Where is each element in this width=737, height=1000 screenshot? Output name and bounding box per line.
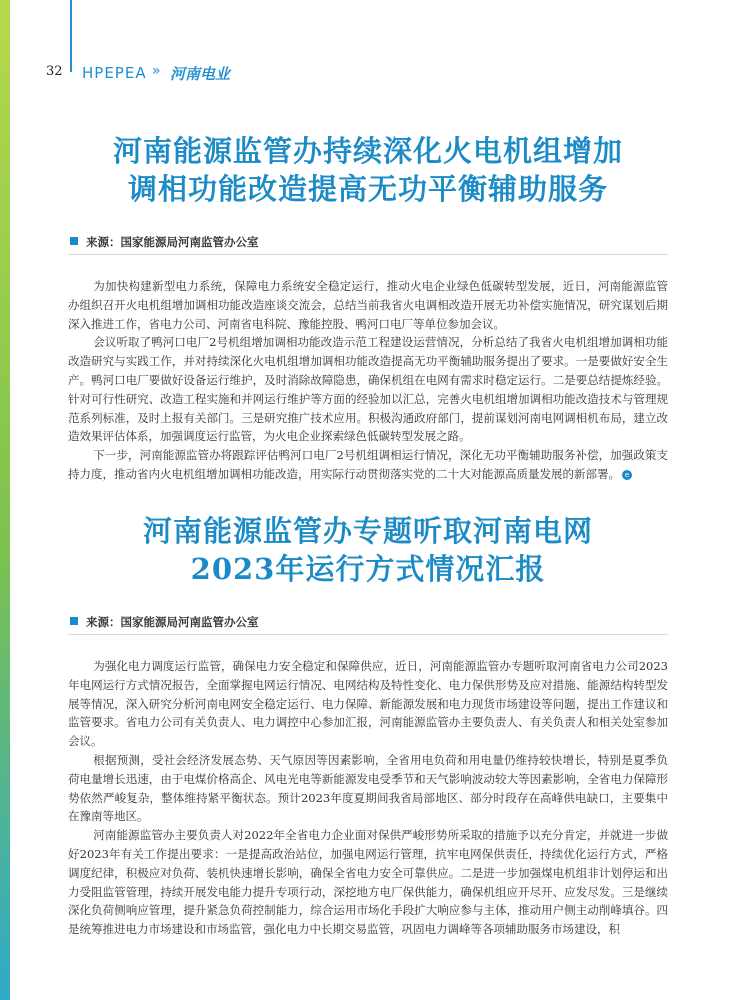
- article-2-body: [68, 657, 668, 939]
- article-2-source-bar: [68, 614, 668, 635]
- article-2-title-line2: 2023年运行方式情况汇报: [190, 552, 546, 586]
- page-edge-band: [0, 0, 10, 1000]
- article-2-title: [68, 512, 668, 588]
- article-1-title-line1: 河南能源监管办持续深化火电机组增加: [112, 134, 623, 168]
- article-2-paragraph: 根据预测，受社会经济发展态势、天气原因等因素影响，全省用电负荷和用电量仍维持较快增长，特别是夏季负荷电量增长迅速，由于电煤价格高企、风电光电等新能源发电受季节和天气影响波动较大等因素影响，全省电力保障形势依然严峻复杂，整体维持紧平衡状态。预计2023年度夏期间我省局部地区、部分时段存在高峰供电缺口，主要集中在豫南等地区。: [68, 752, 668, 824]
- header-magazine-name: 河南电业: [170, 65, 231, 83]
- article-1-paragraph-last: [68, 446, 668, 484]
- article-2-paragraph: 河南能源监管办主要负责人对2022年全省电力企业面对保供严峻形势所采取的措施予以充分肯定，并就进一步做好2023年有关工作提出要求：一是提高政治站位，加强电网运行管理，抗牢电网保供责任，持续优化运行方式，严格调度纪律，积极应对负荷、装机快速增长影响，确保全省电力安全可靠供应。二是进一步加强煤电机组非计划停运和出力受阻监管管理，持续开展发电能力提升专项行动，深挖地方电厂保供能力，确保机组应开尽开、应发尽发。三是继续深化负荷侧响应管理，提升紧急负荷控制能力，综合运用市场化手段扩大响应参与主体，推动用户侧主动削峰填谷。四是统筹推进电力市场建设和市场监管，强化电力中长期交易监管，巩固电力调峰等各项辅助服务市场建设，积: [68, 828, 668, 937]
- article-1: [68, 132, 668, 484]
- article-2-source: 来源：国家能源局河南监管办公室: [86, 615, 259, 629]
- article-1-title: [68, 132, 668, 208]
- header-brand-logo: HPEPEA: [82, 64, 147, 82]
- source-square-icon: [70, 237, 78, 245]
- header-rule: [70, 0, 72, 72]
- article-1-body: [68, 277, 668, 484]
- header-chevron-icon: »: [152, 63, 161, 79]
- source-square-icon: [70, 617, 78, 625]
- article-1-paragraph: 会议听取了鸭河口电厂2号机组增加调相功能改造示范工程建设运营情况，分析总结了我省火电机组增加调相功能改造研究与实践工作，并对持续深化火电机组增加调相功能改造提高无功平衡辅助服务提出了要求。一是要做好安全生产。鸭河口电厂要做好设备运行维护，及时消除故障隐患，确保机组在电网有需求时稳定运行。二是要总结提炼经验。针对可行性研究、改造工程实施和并网运行维护等方面的经验加以汇总，完善火电机组增加调相功能改造技术与管理规范系列标准，及时上报有关部门。三是研究推广技术应用。积极沟通政府部门，提前谋划河南电网调相机布局，建立改造效果评估体系，加强调度运行监管，为火电企业探索绿色低碳转型发展之路。: [68, 335, 668, 444]
- article-1-paragraph-text: 下一步，河南能源监管办将跟踪评估鸭河口电厂2号机组调相运行情况，深化无功平衡辅助服务补偿，加强政策支持力度，推动省内火电机组增加调相功能改造，用实际行动贯彻落实党的二十大对能源高质量发展的新部署。: [68, 448, 668, 481]
- end-mark-icon: e: [622, 470, 632, 480]
- page-number: 32: [46, 64, 63, 79]
- article-1-title-line2: 调相功能改造提高无功平衡辅助服务: [127, 172, 608, 206]
- article-1-source: 来源：国家能源局河南监管办公室: [86, 235, 259, 249]
- article-2-title-line1: 河南能源监管办专题听取河南电网: [142, 514, 593, 548]
- article-2: [68, 512, 668, 939]
- article-1-source-bar: [68, 234, 668, 255]
- article-2-paragraph: 为强化电力调度运行监管，确保电力安全稳定和保障供应，近日，河南能源监管办专题听取河南省电力公司2023年电网运行方式情况报告，全面掌握电网运行情况、电网结构及特性变化、电力保供形势及应对措施、能源结构转型发展等情况，深入研究分析河南电网安全稳定运行、电力保障、新能源发展和电力现货市场建设等问题，提出工作建议和监管要求。省电力公司有关负责人、电力调控中心参加汇报，河南能源监管办主要负责人、有关负责人和相关处室参加会议。: [68, 659, 668, 749]
- article-1-paragraph: 为加快构建新型电力系统，保障电力系统安全稳定运行，推动火电企业绿色低碳转型发展，近日，河南能源监管办组织召开火电机组增加调相功能改造座谈交流会，总结当前我省火电调相改造开展无功补偿实施情况，研究谋划后期深入推进工作，省电力公司、河南省电科院、豫能控股、鸭河口电厂等单位参加会议。: [68, 279, 668, 331]
